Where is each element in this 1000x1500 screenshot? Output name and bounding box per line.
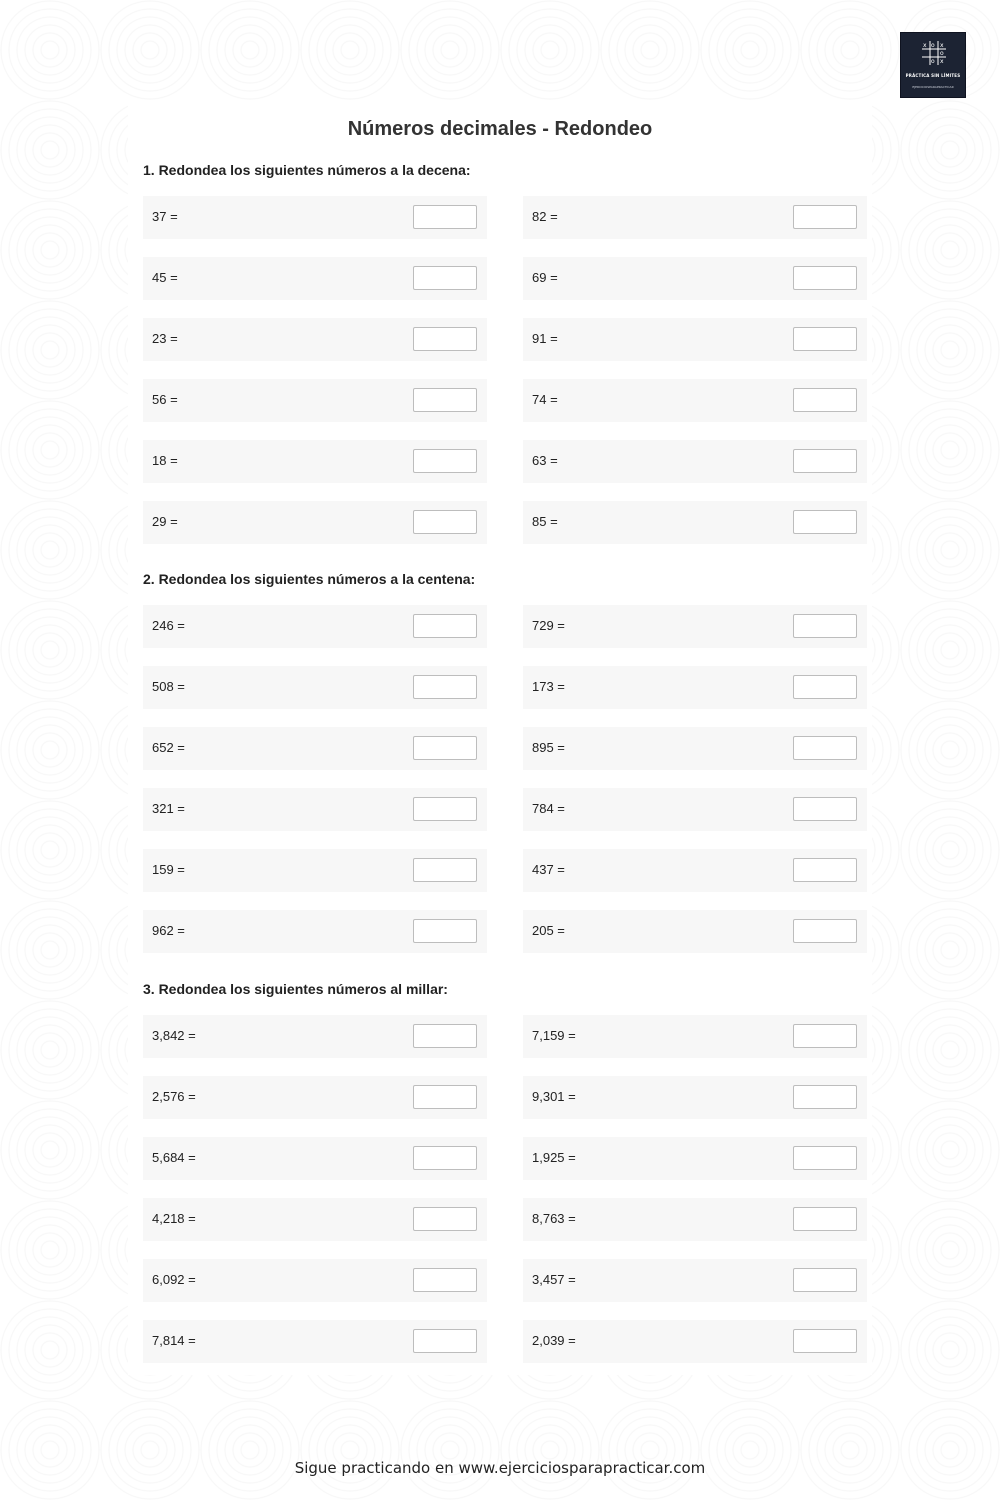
exercise-item (523, 440, 867, 483)
exercise-number: 3,457 = (532, 1272, 576, 1287)
exercise-item (523, 1076, 867, 1119)
answer-box[interactable] (793, 1268, 857, 1292)
exercise-number: 784 = (532, 801, 565, 816)
exercise-item (523, 1259, 867, 1302)
section-heading: 2. Redondea los siguientes números a la centena: (143, 571, 476, 587)
logo-brand-text: PRÁCTICA SIN LÍMITES (905, 73, 961, 78)
answer-box[interactable] (413, 1024, 477, 1048)
exercise-number: 74 = (532, 392, 558, 407)
answer-box[interactable] (793, 919, 857, 943)
exercise-number: 69 = (532, 270, 558, 285)
answer-box[interactable] (413, 1268, 477, 1292)
exercise-number: 29 = (152, 514, 178, 529)
section-heading: 3. Redondea los siguientes números al millar: (143, 981, 448, 997)
answer-box[interactable] (793, 1085, 857, 1109)
answer-box[interactable] (413, 266, 477, 290)
answer-box[interactable] (793, 327, 857, 351)
exercise-item (143, 318, 487, 361)
exercise-number: 45 = (152, 270, 178, 285)
exercise-item (143, 1320, 487, 1363)
answer-box[interactable] (793, 736, 857, 760)
answer-box[interactable] (793, 266, 857, 290)
answer-box[interactable] (793, 858, 857, 882)
answer-box[interactable] (793, 1146, 857, 1170)
exercise-item (143, 727, 487, 770)
exercise-number: 246 = (152, 618, 185, 633)
exercise-item (523, 727, 867, 770)
exercise-number: 23 = (152, 331, 178, 346)
worksheet (128, 100, 872, 1375)
exercise-number: 4,218 = (152, 1211, 196, 1226)
answer-box[interactable] (793, 1024, 857, 1048)
exercise-number: 5,684 = (152, 1150, 196, 1165)
exercise-item (523, 910, 867, 953)
exercise-item (523, 196, 867, 239)
exercise-number: 2,576 = (152, 1089, 196, 1104)
exercise-number: 7,814 = (152, 1333, 196, 1348)
exercise-item (523, 318, 867, 361)
exercise-item (523, 379, 867, 422)
answer-box[interactable] (793, 388, 857, 412)
exercise-number: 6,092 = (152, 1272, 196, 1287)
exercise-item (143, 849, 487, 892)
exercise-item (143, 1076, 487, 1119)
answer-box[interactable] (793, 614, 857, 638)
tic-tac-toe-icon (901, 33, 967, 99)
exercise-item (523, 1320, 867, 1363)
answer-box[interactable] (413, 614, 477, 638)
exercise-item (523, 257, 867, 300)
exercise-number: 37 = (152, 209, 178, 224)
exercise-item (143, 501, 487, 544)
answer-box[interactable] (413, 449, 477, 473)
answer-box[interactable] (413, 1146, 477, 1170)
exercise-number: 7,159 = (532, 1028, 576, 1043)
exercise-number: 56 = (152, 392, 178, 407)
exercise-item (143, 257, 487, 300)
exercise-item (143, 788, 487, 831)
exercise-number: 9,301 = (532, 1089, 576, 1104)
exercise-number: 895 = (532, 740, 565, 755)
exercise-item (143, 440, 487, 483)
answer-box[interactable] (793, 449, 857, 473)
exercise-number: 205 = (532, 923, 565, 938)
answer-box[interactable] (793, 205, 857, 229)
exercise-number: 437 = (532, 862, 565, 877)
exercise-item (143, 1015, 487, 1058)
exercise-item (143, 605, 487, 648)
svg-text:x: x (940, 42, 944, 49)
exercise-item (143, 1137, 487, 1180)
logo-brand-subtext: EJERCICIOSPARAPRACTICAR (912, 85, 954, 89)
section-heading: 1. Redondea los siguientes números a la decena: (143, 162, 471, 178)
answer-box[interactable] (793, 510, 857, 534)
exercise-item (523, 788, 867, 831)
svg-text:o: o (931, 58, 935, 65)
exercise-item (143, 196, 487, 239)
svg-text:o: o (931, 42, 935, 49)
exercise-item (523, 1015, 867, 1058)
exercise-item (523, 666, 867, 709)
svg-text:x: x (923, 42, 927, 49)
exercise-number: 652 = (152, 740, 185, 755)
exercise-item (523, 849, 867, 892)
svg-text:x: x (940, 58, 944, 65)
answer-box[interactable] (413, 736, 477, 760)
exercise-item (523, 1198, 867, 1241)
exercise-item (143, 1198, 487, 1241)
answer-box[interactable] (793, 1207, 857, 1231)
exercise-number: 962 = (152, 923, 185, 938)
exercise-number: 508 = (152, 679, 185, 694)
exercise-item (143, 1259, 487, 1302)
answer-box[interactable] (413, 205, 477, 229)
exercise-number: 18 = (152, 453, 178, 468)
answer-box[interactable] (413, 510, 477, 534)
answer-box[interactable] (413, 388, 477, 412)
footer-text: Sigue practicando en www.ejerciciosparapracticar.com (294, 1459, 706, 1477)
page-title: Números decimales - Redondeo (347, 118, 653, 140)
svg-text:o: o (940, 50, 944, 57)
exercise-number: 321 = (152, 801, 185, 816)
exercise-number: 2,039 = (532, 1333, 576, 1348)
answer-box[interactable] (793, 797, 857, 821)
answer-box[interactable] (413, 675, 477, 699)
answer-box[interactable] (413, 1207, 477, 1231)
exercise-number: 82 = (532, 209, 558, 224)
answer-box[interactable] (413, 797, 477, 821)
exercise-item (143, 379, 487, 422)
exercise-number: 159 = (152, 862, 185, 877)
answer-box[interactable] (413, 327, 477, 351)
answer-box[interactable] (793, 675, 857, 699)
exercise-number: 63 = (532, 453, 558, 468)
exercise-number: 173 = (532, 679, 565, 694)
exercise-item (523, 501, 867, 544)
exercise-number: 85 = (532, 514, 558, 529)
exercise-number: 729 = (532, 618, 565, 633)
exercise-number: 1,925 = (532, 1150, 576, 1165)
answer-box[interactable] (413, 1329, 477, 1353)
exercise-item (523, 1137, 867, 1180)
answer-box[interactable] (413, 919, 477, 943)
exercise-item (523, 605, 867, 648)
exercise-item (143, 666, 487, 709)
exercise-item (143, 910, 487, 953)
answer-box[interactable] (793, 1329, 857, 1353)
exercise-number: 8,763 = (532, 1211, 576, 1226)
answer-box[interactable] (413, 1085, 477, 1109)
answer-box[interactable] (413, 858, 477, 882)
exercise-number: 91 = (532, 331, 558, 346)
exercise-number: 3,842 = (152, 1028, 196, 1043)
site-logo (900, 32, 966, 98)
